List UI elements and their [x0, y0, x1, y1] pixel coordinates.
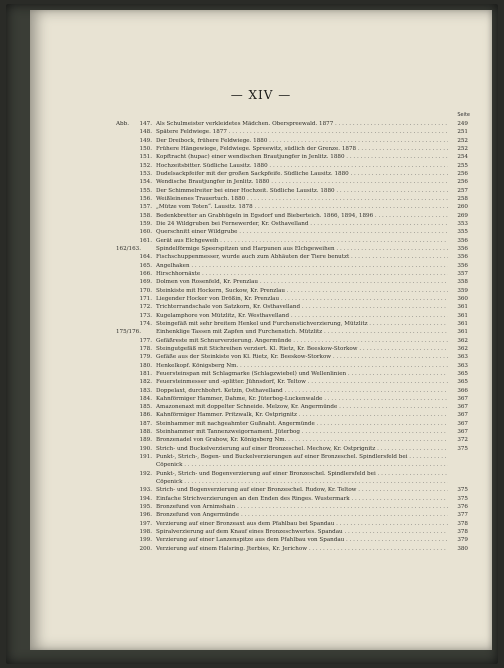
list-item: [116, 403, 468, 411]
figure-caption: Gefäße aus der Steinkiste von Kl. Rietz, Kr. Beeskow-Storkow . . .: [156, 353, 448, 361]
figure-caption: Bedenkbretter an Grabhügeln in Egsdorf und Bieberteich. 1866, 1894, 1896 . . .: [156, 212, 448, 220]
figure-caption: Henkelkopf. Königsberg Nm. . . .: [156, 362, 448, 370]
list-item: [116, 178, 468, 186]
list-item-continuation: [116, 461, 468, 469]
figure-caption: Bronzefund von Angermünde . . .: [156, 511, 448, 519]
figure-caption: Strich- und Buckelverzierung auf einer Bronzeschel. Mechow, Kr. Ostprignitz . . .: [156, 445, 448, 453]
figure-number: 194.: [139, 495, 152, 502]
page-number: 358: [457, 279, 468, 286]
list-item: [116, 503, 468, 511]
figure-caption: Steingefäß mit sehr breitem Henkel und Furchenstichverzierung, Mützlitz . . .: [156, 320, 448, 328]
figure-caption: Steinkiste mit Hockern, Suckow, Kr. Prenzlau . . .: [156, 287, 448, 295]
list-item: [116, 120, 468, 128]
figure-caption: Querschnitt einer Wildgrube . . .: [156, 228, 448, 236]
figure-caption: Dolmen von Rosenfeld, Kr. Prenzlau . . .: [156, 278, 448, 286]
page-number: 363: [457, 354, 468, 361]
figure-number: 161.: [139, 237, 152, 244]
figure-number: 191.: [139, 454, 152, 461]
figure-number: 199.: [139, 537, 152, 544]
figure-caption: Steinhammer mit Tannenzweigornament. Jüterbog . . .: [156, 428, 448, 436]
page-number: 372: [457, 437, 468, 444]
figure-number: 148.: [139, 129, 152, 136]
list-item: [116, 545, 468, 553]
figure-number: 174.: [139, 320, 152, 327]
page-number: 376: [457, 504, 468, 511]
figure-number: 186.: [139, 412, 152, 419]
figure-number: 197.: [139, 520, 152, 527]
figure-number: 154.: [139, 179, 152, 186]
figure-caption: Der Dreibock, frühere Feldwiege. 1880 . . .: [156, 137, 448, 145]
figure-number: 185.: [139, 404, 152, 411]
figure-prefix: 162/163.: [116, 245, 142, 252]
page-number: 378: [457, 520, 468, 527]
page-number: 359: [457, 287, 468, 294]
figure-caption: Steinhammer mit nachgeahmter Gußnaht. Angermünde . . .: [156, 420, 448, 428]
page-number: 362: [457, 345, 468, 352]
figure-caption-continuation: Cöpenick . . .: [156, 478, 448, 486]
figure-number: 193.: [139, 487, 152, 494]
list-item: [116, 170, 468, 178]
page-number: 249: [457, 121, 468, 127]
list-item: [116, 328, 468, 336]
figure-caption: Die 24 Wildgruben bei Fernewerder, Kr. Osthavelland . . .: [156, 220, 448, 228]
figure-number: 182.: [139, 379, 152, 386]
page-number: 355: [457, 229, 468, 236]
list-item: [116, 137, 468, 145]
figure-number: 196.: [139, 512, 152, 519]
list-item: [116, 162, 468, 170]
list-item: [116, 445, 468, 453]
list-item: [116, 428, 468, 436]
page-number: 377: [457, 512, 468, 519]
figure-caption: Strich- und Bogenverzierung auf einer Bronzeschel. Rudow, Kr. Teltow . . .: [156, 486, 448, 494]
page-number: 252: [457, 137, 468, 144]
figure-number: 160.: [139, 229, 152, 236]
figure-caption: Dudelsackpfeifer mit der großen Sackpfeife. Südliche Lausitz. 1880 . . .: [156, 170, 448, 178]
figure-number: 166.: [139, 270, 152, 277]
page-number: 254: [457, 154, 468, 161]
figure-number: 172.: [139, 304, 152, 311]
list-item: [116, 453, 468, 461]
page-number: 379: [457, 537, 468, 544]
page-number: 256: [457, 179, 468, 186]
figure-number: 157.: [139, 204, 152, 211]
seite-label: Seite: [457, 112, 470, 118]
figure-caption: Wendische Brautjungfer in Jenlitz. 1880 . . .: [156, 178, 448, 186]
figure-caption: Frühere Hängewiege, Feldwiege. Spreewitz, südlich der Grenze. 1878 . . .: [156, 145, 448, 153]
list-item: [116, 295, 468, 303]
list-item: [116, 278, 468, 286]
page-number: 255: [457, 162, 468, 169]
page-number: 256: [457, 170, 468, 177]
figure-number: 177.: [139, 337, 152, 344]
list-item: [116, 411, 468, 419]
figure-caption: Doppelaxt, durchbohrt. Ketzin, Osthavelland . . .: [156, 387, 448, 395]
figure-caption: Steingutgefäß mit Stichreihen verziert. Kl. Rietz, Kr. Beeskow-Storkow . . .: [156, 345, 448, 353]
figure-caption: Einfache Strichverzierungen an den Enden des Ringes. Wustermark . . .: [156, 495, 448, 503]
figure-number: 187.: [139, 420, 152, 427]
figure-caption: Kahnförmiger Hammer. Pritzwalk, Kr. Ostprignitz . . .: [156, 411, 448, 419]
page-number: 361: [457, 320, 468, 327]
page-number: 375: [457, 487, 468, 494]
page-header: — XIV —: [230, 88, 292, 102]
page-number: 269: [457, 212, 468, 219]
list-item: [116, 387, 468, 395]
page-number: 356: [457, 254, 468, 261]
figure-caption: Spätere Feldwiege. 1877 . . .: [156, 128, 448, 136]
figure-caption: Verzierung auf einer Bronzeaxt aus dem Pfahlbau bei Spandau . . .: [156, 520, 448, 528]
figure-caption: Fischschuppenmesser, wurde auch zum Abhäuten der Tiere benutzt . . .: [156, 253, 448, 261]
figure-number: 181.: [139, 370, 152, 377]
list-item: [116, 470, 468, 478]
list-item: [116, 420, 468, 428]
page-number: 375: [457, 445, 468, 452]
list-item: [116, 520, 468, 528]
figure-caption-continuation: Cöpenick . . .: [156, 461, 448, 469]
list-item: [116, 128, 468, 136]
list-item: [116, 237, 468, 245]
page-number: 257: [457, 187, 468, 194]
page-number: 356: [457, 237, 468, 244]
list-item: [116, 203, 468, 211]
list-item: [116, 312, 468, 320]
figure-caption: Feuersteinspan mit Schlagmarke (Schlagzwiebel) und Wellenlinien . . .: [156, 370, 448, 378]
figure-number: 178.: [139, 345, 152, 352]
page-number: 360: [457, 295, 468, 302]
list-item: [116, 395, 468, 403]
page-number: 367: [457, 404, 468, 411]
page-number: 258: [457, 195, 468, 202]
figure-number: 153.: [139, 170, 152, 177]
list-item: [116, 511, 468, 519]
list-item: [116, 287, 468, 295]
list-item: [116, 212, 468, 220]
page-number: 353: [457, 220, 468, 227]
list-item: [116, 195, 468, 203]
book-page: [30, 10, 492, 650]
page-number: 366: [457, 387, 468, 394]
figure-number: 164.: [139, 254, 152, 261]
figure-caption: Bronzenadel von Grabow, Kr. Königsberg Nm. . . .: [156, 436, 448, 444]
page-number: 380: [457, 545, 468, 552]
figure-number: 165.: [139, 262, 152, 269]
list-item: [116, 145, 468, 153]
figure-prefix: 175/176.: [116, 329, 142, 336]
list-item-continuation: [116, 478, 468, 486]
figure-number: 155.: [139, 187, 152, 194]
figure-caption: Gerät aus Elchgeweih . . .: [156, 237, 448, 245]
figure-caption: Punkt-, Strich- und Bogenverzierung auf einer Bronzeschel. Spindlersfeld bei . . .: [156, 470, 448, 478]
figure-number: 158.: [139, 212, 152, 219]
figure-prefix: Abb.: [116, 121, 129, 127]
figure-number: 150.: [139, 145, 152, 152]
figure-number: 189.: [139, 437, 152, 444]
page-number: 375: [457, 495, 468, 502]
figure-caption: Spindelförmige Speerspitzen und Harpunen aus Elchgeweihen . . .: [156, 245, 448, 253]
figure-caption: Punkt-, Strich-, Bogen- und Buckelverzierungen auf einer Bronzeschel. Spindlersfeld bei . . .: [156, 453, 448, 461]
list-item: [116, 320, 468, 328]
figure-number: 171.: [139, 295, 152, 302]
figure-number: 195.: [139, 504, 152, 511]
figure-caption: Einhenklige Tassen mit Zapfen und Furchenstich. Mützlitz . . .: [156, 328, 448, 336]
figure-number: 173.: [139, 312, 152, 319]
list-item: [116, 436, 468, 444]
list-item: [116, 187, 468, 195]
list-item: [116, 153, 468, 161]
figure-number: 184.: [139, 395, 152, 402]
list-item: [116, 370, 468, 378]
figure-caption: Kugelamphore von Mützlitz, Kr. Westhavelland . . .: [156, 312, 448, 320]
figure-number: 147.: [139, 121, 152, 127]
page-number: 251: [457, 129, 468, 136]
page-number: 365: [457, 379, 468, 386]
list-item: [116, 220, 468, 228]
list-item: [116, 303, 468, 311]
list-item: [116, 362, 468, 370]
page-number: 367: [457, 429, 468, 436]
page-number: 361: [457, 312, 468, 319]
figure-caption: Spiralverzierung auf dem Knauf eines Bronzeschwertes. Spandau . . .: [156, 528, 448, 536]
page-number: 356: [457, 262, 468, 269]
list-item: [116, 245, 468, 253]
figure-number: 183.: [139, 387, 152, 394]
figure-caption: Angelhaken . . .: [156, 262, 448, 270]
figure-number: 200.: [139, 545, 152, 552]
page-number: 367: [457, 395, 468, 402]
figure-number: 192.: [139, 470, 152, 477]
figure-caption: Der Schimmelreiter bei einer Hochzeit. Südliche Lausitz. 1880 . . .: [156, 187, 448, 195]
figure-caption: Weißleinenes Trauertuch. 1880 . . .: [156, 195, 448, 203]
figure-number: 179.: [139, 354, 152, 361]
page-number: 367: [457, 412, 468, 419]
figure-number: 169.: [139, 279, 152, 286]
figure-caption: Trichterrandschale von Satzkorn, Kr. Osthavelland . . .: [156, 303, 448, 311]
page-number: 378: [457, 529, 468, 536]
page-number: 361: [457, 304, 468, 311]
page-number: 362: [457, 337, 468, 344]
page-number: 357: [457, 270, 468, 277]
figure-caption: Verzierung auf einer Lanzenspitze aus dem Pfahlbau von Spandau . . .: [156, 536, 448, 544]
figure-caption: Als Schulmeister verkleidetes Mädchen. Oberspreewald. 1877 . . .: [156, 120, 448, 128]
page-number: 361: [457, 329, 468, 336]
figure-caption: Hochzeitsbitter. Südliche Lausitz. 1880 . . .: [156, 162, 448, 170]
figure-number: 156.: [139, 195, 152, 202]
figure-number: 151.: [139, 154, 152, 161]
figure-caption: Kopftracht (hupac) einer wendischen Brautjungfer in Jenlitz. 1880 . . .: [156, 153, 448, 161]
page-number: 367: [457, 420, 468, 427]
figure-caption: Amazonenaxt mit doppelter Schneide. Melzow, Kr. Angermünde . . .: [156, 403, 448, 411]
figure-number: 198.: [139, 529, 152, 536]
page-number: 363: [457, 362, 468, 369]
page-number: 356: [457, 245, 468, 252]
list-item: [116, 353, 468, 361]
figure-caption: „Mütze vom Toten“. Lausitz. 1878 . . .: [156, 203, 448, 211]
figure-number: 188.: [139, 429, 152, 436]
list-item: [116, 528, 468, 536]
list-item: [116, 228, 468, 236]
figure-number: 190.: [139, 445, 152, 452]
figure-number: 149.: [139, 137, 152, 144]
figure-caption: Feuersteinmesser und -splitter. Jühnsdorf, Kr. Teltow . . .: [156, 378, 448, 386]
list-item: [116, 378, 468, 386]
list-item: [116, 536, 468, 544]
figure-number: 180.: [139, 362, 152, 369]
list-item: [116, 495, 468, 503]
list-item: [116, 270, 468, 278]
figure-caption: Liegender Hocker von Drößin, Kr. Prenzlau . . .: [156, 295, 448, 303]
figure-caption: Bronzefund von Arnimshain . . .: [156, 503, 448, 511]
figure-number: 170.: [139, 287, 152, 294]
page-number: 260: [457, 204, 468, 211]
figure-number: 159.: [139, 220, 152, 227]
page-number: 365: [457, 370, 468, 377]
figure-caption: Gefäßreste mit Schnurverzierung. Angermünde . . .: [156, 337, 448, 345]
figure-caption: Kahnförmiger Hammer, Dahme, Kr. Jüterbog-Luckenwalde . . .: [156, 395, 448, 403]
list-item: [116, 262, 468, 270]
figure-caption: Hirschhornäxte . . .: [156, 270, 448, 278]
list-item: [116, 486, 468, 494]
figure-caption: Verzierung auf einem Halsring. Jterbies, Kr. Jerichow . . .: [156, 545, 448, 553]
list-item: [116, 337, 468, 345]
page-number: 252: [457, 145, 468, 152]
figure-list: [116, 120, 468, 553]
list-item: [116, 345, 468, 353]
list-item: [116, 253, 468, 261]
figure-number: 152.: [139, 162, 152, 169]
